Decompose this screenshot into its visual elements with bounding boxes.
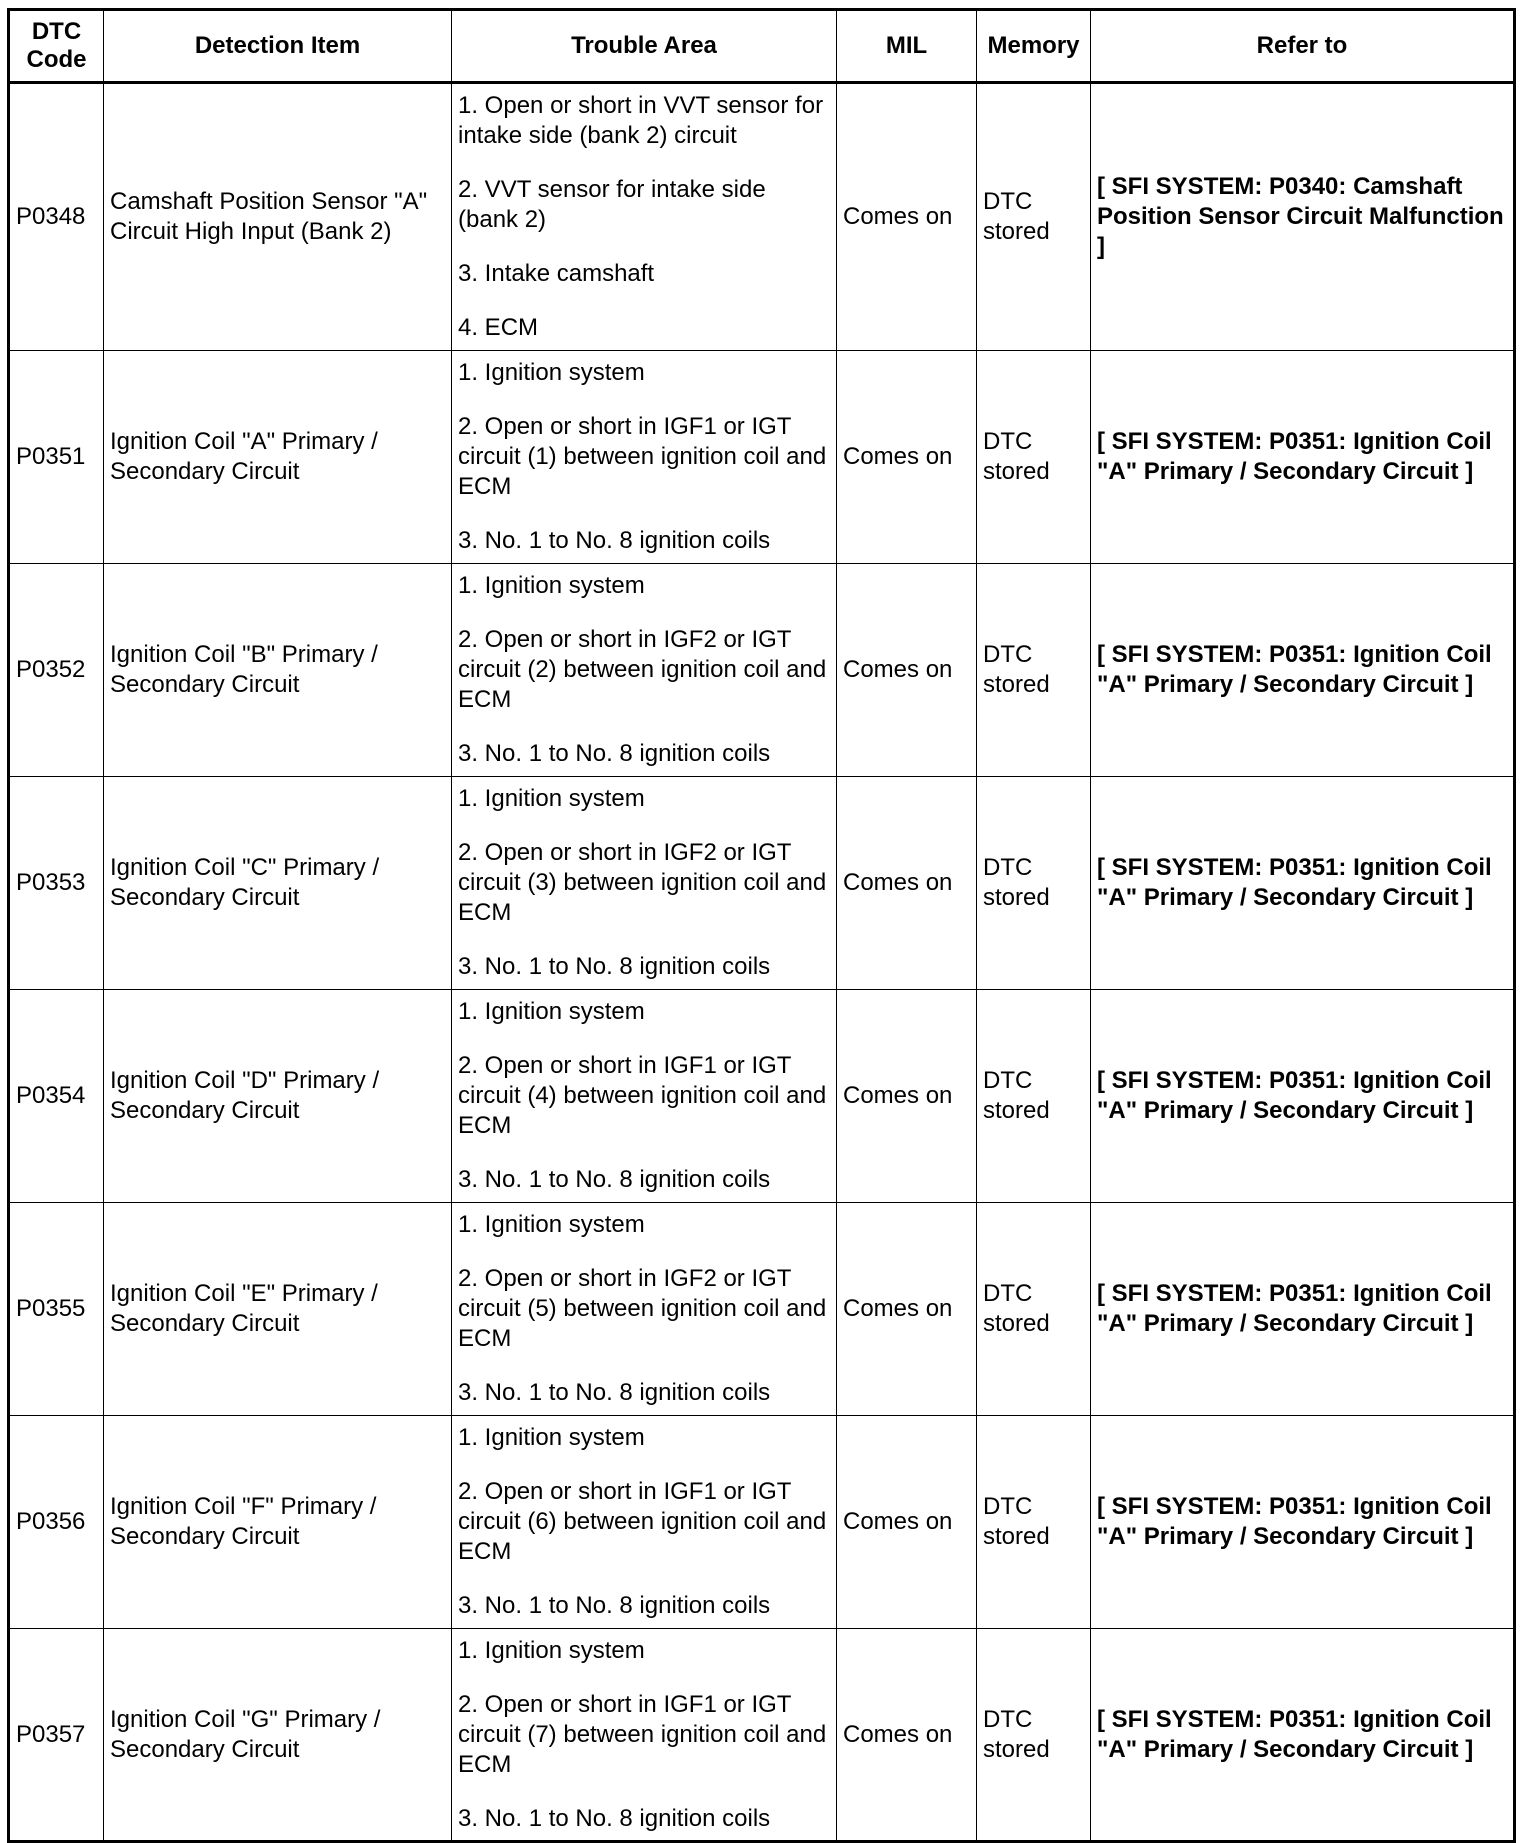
detection-item-cell: Ignition Coil "E" Primary / Secondary Circuit (104, 1203, 452, 1416)
header-dtc-code (9, 10, 104, 83)
trouble-area-cell (452, 564, 837, 777)
memory-cell: DTC stored (977, 1629, 1091, 1842)
trouble-area-item: 2. Open or short in IGF2 or IGT circuit (5) between ignition coil and ECM (458, 1265, 827, 1352)
mil-cell: Comes on (837, 777, 977, 990)
trouble-area-item: 2. Open or short in IGF2 or IGT circuit (2) between ignition coil and ECM (458, 626, 827, 713)
trouble-area-item: 3. No. 1 to No. 8 ignition coils (458, 1592, 771, 1619)
trouble-area-item: 2. Open or short in IGF1 or IGT circuit (1) between ignition coil and ECM (458, 413, 827, 500)
trouble-area-item: 3. No. 1 to No. 8 ignition coils (458, 527, 771, 554)
memory-cell: DTC stored (977, 990, 1091, 1203)
header-refer-to: Refer to (1091, 10, 1515, 83)
trouble-area-item: 1. Open or short in VVT sensor for intake side (bank 2) circuit (458, 92, 824, 149)
table-row (9, 777, 1515, 990)
memory-cell: DTC stored (977, 83, 1091, 351)
trouble-area-item: 4. ECM (458, 314, 539, 341)
memory-cell: DTC stored (977, 777, 1091, 990)
header-mil: MIL (837, 10, 977, 83)
trouble-area-item: 3. Intake camshaft (458, 260, 655, 287)
refer-to-cell: [ SFI SYSTEM: P0351: Ignition Coil "A" Primary / Secondary Circuit ] (1091, 351, 1515, 564)
dtc-table (7, 8, 1516, 1843)
dtc-code-cell: P0351 (9, 351, 104, 564)
mil-cell: Comes on (837, 1416, 977, 1629)
trouble-area-item: 2. VVT sensor for intake side (bank 2) (458, 176, 766, 233)
detection-item-cell: Ignition Coil "G" Primary / Secondary Circuit (104, 1629, 452, 1842)
memory-cell: DTC stored (977, 1416, 1091, 1629)
mil-cell: Comes on (837, 351, 977, 564)
table-row (9, 1203, 1515, 1416)
mil-cell: Comes on (837, 1629, 977, 1842)
header-memory: Memory (977, 10, 1091, 83)
header-trouble-area: Trouble Area (452, 10, 837, 83)
memory-cell: DTC stored (977, 564, 1091, 777)
trouble-area-item: 3. No. 1 to No. 8 ignition coils (458, 740, 771, 767)
trouble-area-item: 2. Open or short in IGF1 or IGT circuit (7) between ignition coil and ECM (458, 1690, 827, 1778)
refer-to-cell: [ SFI SYSTEM: P0351: Ignition Coil "A" Primary / Secondary Circuit ] (1091, 1203, 1515, 1416)
trouble-area-item: 3. No. 1 to No. 8 ignition coils (458, 1379, 771, 1406)
trouble-area-item: 2. Open or short in IGF2 or IGT circuit (3) between ignition coil and ECM (458, 839, 827, 926)
table-header-row (9, 10, 1515, 83)
detection-item-cell: Ignition Coil "D" Primary / Secondary Circuit (104, 990, 452, 1203)
header-dtc-code-line2: Code (26, 46, 87, 73)
trouble-area-cell (452, 1416, 837, 1629)
trouble-area-item: 1. Ignition system (458, 359, 645, 386)
table-row (9, 83, 1515, 351)
dtc-code-cell: P0354 (9, 990, 104, 1203)
trouble-area-cell (452, 83, 837, 351)
memory-cell: DTC stored (977, 1203, 1091, 1416)
mil-cell: Comes on (837, 564, 977, 777)
trouble-area-item: 3. No. 1 to No. 8 ignition coils (458, 953, 771, 980)
trouble-area-cell (452, 1629, 837, 1842)
trouble-area-item: 1. Ignition system (458, 1211, 645, 1238)
trouble-area-item: 1. Ignition system (458, 1636, 645, 1664)
dtc-code-cell: P0352 (9, 564, 104, 777)
table-row (9, 564, 1515, 777)
trouble-area-cell (452, 777, 837, 990)
table-row (9, 1629, 1515, 1842)
mil-cell: Comes on (837, 83, 977, 351)
refer-to-cell: [ SFI SYSTEM: P0351: Ignition Coil "A" Primary / Secondary Circuit ] (1091, 564, 1515, 777)
dtc-code-cell: P0356 (9, 1416, 104, 1629)
trouble-area-item: 1. Ignition system (458, 998, 645, 1025)
table-row (9, 990, 1515, 1203)
mil-cell: Comes on (837, 990, 977, 1203)
dtc-code-cell: P0348 (9, 83, 104, 351)
trouble-area-item: 1. Ignition system (458, 572, 645, 599)
trouble-area-item: 1. Ignition system (458, 1424, 645, 1451)
refer-to-cell: [ SFI SYSTEM: P0351: Ignition Coil "A" Primary / Secondary Circuit ] (1091, 777, 1515, 990)
refer-to-cell: [ SFI SYSTEM: P0351: Ignition Coil "A" Primary / Secondary Circuit ] (1091, 990, 1515, 1203)
detection-item-cell: Ignition Coil "F" Primary / Secondary Circuit (104, 1416, 452, 1629)
trouble-area-cell (452, 990, 837, 1203)
trouble-area-cell (452, 1203, 837, 1416)
table-row (9, 351, 1515, 564)
trouble-area-item: 2. Open or short in IGF1 or IGT circuit (4) between ignition coil and ECM (458, 1052, 827, 1139)
refer-to-cell: [ SFI SYSTEM: P0351: Ignition Coil "A" Primary / Secondary Circuit ] (1091, 1416, 1515, 1629)
detection-item-cell: Ignition Coil "C" Primary / Secondary Circuit (104, 777, 452, 990)
mil-cell: Comes on (837, 1203, 977, 1416)
trouble-area-item: 1. Ignition system (458, 785, 645, 812)
trouble-area-item: 3. No. 1 to No. 8 ignition coils (458, 1804, 771, 1832)
dtc-code-cell: P0353 (9, 777, 104, 990)
detection-item-cell: Ignition Coil "B" Primary / Secondary Circuit (104, 564, 452, 777)
detection-item-cell: Ignition Coil "A" Primary / Secondary Circuit (104, 351, 452, 564)
refer-to-cell: [ SFI SYSTEM: P0351: Ignition Coil "A" Primary / Secondary Circuit ] (1091, 1629, 1515, 1842)
header-dtc-code-line1: DTC (31, 18, 82, 45)
memory-cell: DTC stored (977, 351, 1091, 564)
trouble-area-item: 2. Open or short in IGF1 or IGT circuit (6) between ignition coil and ECM (458, 1478, 827, 1565)
detection-item-cell: Camshaft Position Sensor "A" Circuit High Input (Bank 2) (104, 83, 452, 351)
trouble-area-item: 3. No. 1 to No. 8 ignition coils (458, 1166, 771, 1193)
dtc-code-cell: P0355 (9, 1203, 104, 1416)
dtc-code-cell: P0357 (9, 1629, 104, 1842)
header-detection-item: Detection Item (104, 10, 452, 83)
refer-to-cell: [ SFI SYSTEM: P0340: Camshaft Position Sensor Circuit Malfunction ] (1091, 83, 1515, 351)
trouble-area-cell (452, 351, 837, 564)
table-row (9, 1416, 1515, 1629)
table-body (9, 83, 1515, 1842)
